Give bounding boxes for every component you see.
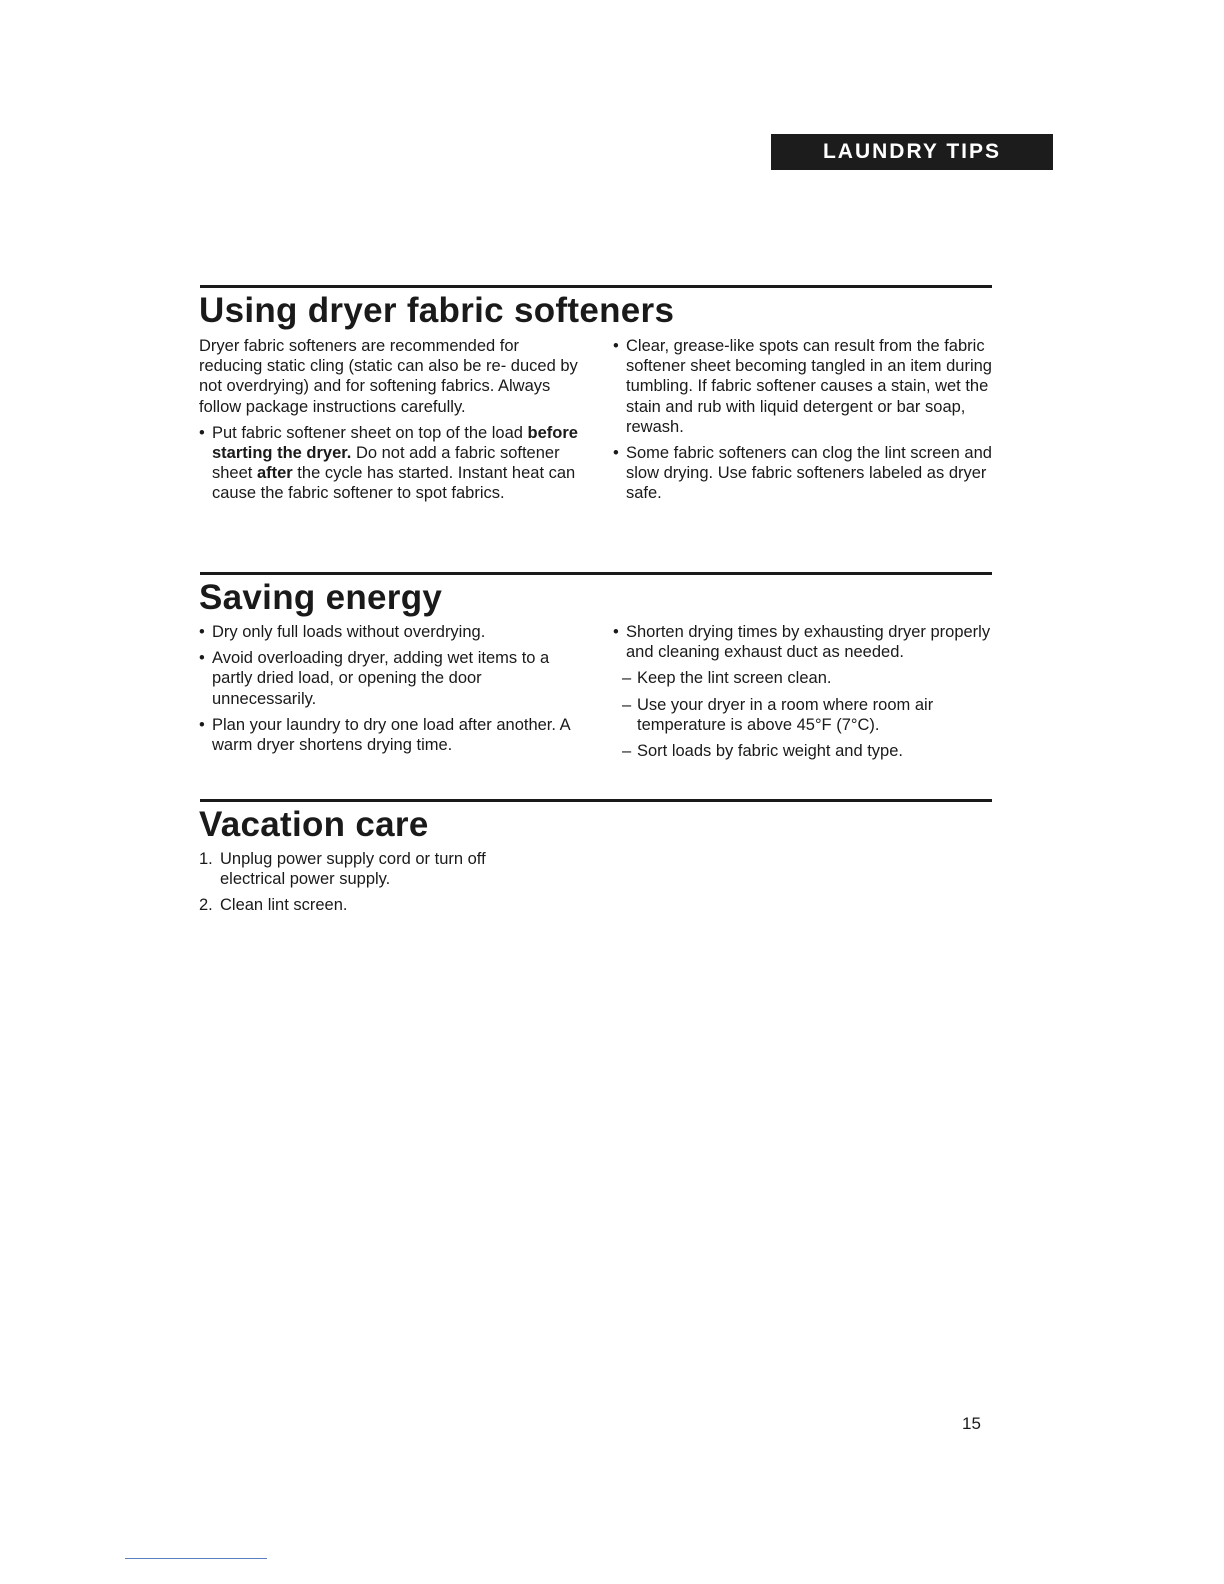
bullet-text: Put fabric softener sheet on top of the load <box>212 423 528 442</box>
bullet-text: Dry only full loads without overdrying. <box>212 623 486 641</box>
step-text: Clean lint screen. <box>220 896 348 915</box>
page-number: 15 <box>962 1414 981 1433</box>
step-text: Unplug power supply cord or turn off electrical power supply. <box>220 850 486 889</box>
step-number: 1. <box>199 850 213 868</box>
dash-glyph: – <box>622 669 632 688</box>
energy-dash-list <box>613 668 993 761</box>
bullet-text: Plan your laundry to dry one load after another. A warm dryer shortens drying time. <box>212 715 570 755</box>
bullet-glyph: • <box>199 649 205 668</box>
saving-energy-right-column <box>613 622 993 767</box>
heading-vacation-care: Vacation care <box>199 805 429 844</box>
fabric-softeners-left-column <box>199 336 579 510</box>
laundry-tips-tab: LAUNDRY TIPS <box>771 134 1053 170</box>
dash-text: Keep the lint screen clean. <box>637 669 832 688</box>
dash-glyph: – <box>622 695 632 714</box>
saving-energy-left-column <box>199 622 579 761</box>
fabric-softeners-right-column <box>613 336 993 510</box>
fabric-softener-bullet-3 <box>613 443 993 504</box>
bullet-bold-text: after <box>256 464 293 483</box>
fabric-softeners-intro: Dryer fabric softeners are recommended for reducing static cling (static can also be re- duced by not overdrying) and for softening fabrics. Always follow package instructions carefully. <box>199 337 578 416</box>
bullet-text: Clear, grease-like spots can result from the fabric softener sheet becoming tangled in an item during tumbling. If fabric softener causes a stain, wet the stain and rub with liquid detergent or bar soap, rewash. <box>626 337 992 436</box>
footer-line <box>125 1558 267 1559</box>
section-rule-fabric-softeners <box>200 285 992 288</box>
bullet-text: Some fabric softeners can clog the lint screen and slow drying. Use fabric softeners labeled as dryer safe. <box>626 444 992 503</box>
energy-bullet-3 <box>199 715 579 755</box>
dash-text: Use your dryer in a room where room air temperature is above 45°F (7°C). <box>637 695 934 734</box>
bullet-glyph: • <box>613 444 619 463</box>
fabric-softener-bullet-2 <box>613 336 993 437</box>
bullet-text: the cycle has started. Instant heat can cause the fabric softener to spot fabrics. <box>212 464 576 503</box>
vacation-step-1 <box>199 849 539 889</box>
bullet-glyph: • <box>199 423 205 442</box>
heading-fabric-softeners: Using dryer fabric softeners <box>199 291 675 330</box>
energy-dash-item-3 <box>622 741 993 761</box>
energy-bullet-1 <box>199 622 579 642</box>
bullet-text: Shorten drying times by exhausting dryer properly and cleaning exhaust duct as needed. <box>626 623 991 662</box>
bullet-text: Do not add a fabric softener sheet <box>212 444 560 483</box>
bullet-bold-text: before starting the dryer. <box>212 423 578 463</box>
energy-bullet-2 <box>199 648 579 709</box>
energy-dash-item-2 <box>622 695 993 735</box>
fabric-softener-bullet-1 <box>199 423 579 504</box>
bullet-text: Avoid overloading dryer, adding wet items to a partly dried load, or opening the door unnecessarily. <box>212 649 550 708</box>
dash-text: Sort loads by fabric weight and type. <box>637 742 903 761</box>
energy-bullet-4 <box>613 622 993 662</box>
energy-dash-item-1 <box>622 668 993 688</box>
bullet-glyph: • <box>199 623 205 641</box>
vacation-care-column <box>199 849 539 922</box>
heading-saving-energy: Saving energy <box>199 578 443 617</box>
dash-glyph: – <box>622 742 632 761</box>
bullet-glyph: • <box>613 623 619 641</box>
bullet-glyph: • <box>613 337 619 355</box>
vacation-step-2 <box>199 895 539 915</box>
section-rule-vacation-care <box>200 799 992 802</box>
step-number: 2. <box>199 896 213 915</box>
section-rule-saving-energy <box>200 572 992 575</box>
bullet-glyph: • <box>199 715 205 734</box>
